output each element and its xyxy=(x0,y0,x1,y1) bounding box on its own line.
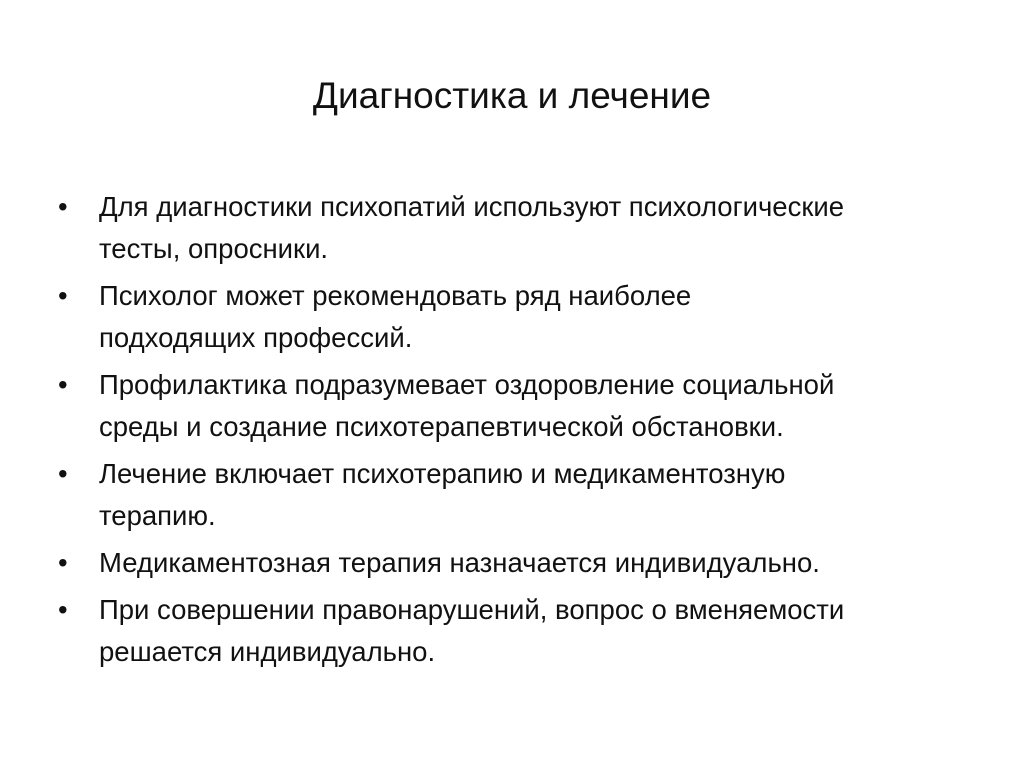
bullet-dot-icon: • xyxy=(58,191,68,222)
bullet-dot-icon: • xyxy=(58,280,68,311)
bullet-dot-icon: • xyxy=(58,547,68,578)
bullet-list xyxy=(58,186,958,678)
bullet-text-line: решается индивидуально. xyxy=(99,636,436,667)
bullet-item xyxy=(58,589,958,673)
bullet-dot-icon: • xyxy=(58,594,68,625)
bullet-dot-icon: • xyxy=(58,369,68,400)
bullet-text-line: Профилактика подразумевает оздоровление социальной xyxy=(99,369,835,400)
bullet-text-line: терапию. xyxy=(99,500,216,531)
bullet-dot-icon: • xyxy=(58,458,68,489)
bullet-text-line: Для диагностики психопатий используют психологические xyxy=(99,191,845,222)
slide-title: Диагностика и лечение xyxy=(312,75,712,116)
bullet-item xyxy=(58,275,958,359)
bullet-text-line: При совершении правонарушений, вопрос о вменяемости xyxy=(99,594,845,625)
bullet-text-line: тесты, опросники. xyxy=(99,233,329,264)
bullet-item xyxy=(58,186,958,270)
bullet-text-line: Психолог может рекомендовать ряд наиболее xyxy=(99,280,692,311)
bullet-text-line: среды и создание психотерапевтической обстановки. xyxy=(99,411,784,442)
bullet-item xyxy=(58,364,958,448)
bullet-text-line: Медикаментозная терапия назначается индивидуально. xyxy=(99,547,820,578)
bullet-text-line: подходящих профессий. xyxy=(99,322,413,353)
bullet-text-line: Лечение включает психотерапию и медикаментозную xyxy=(99,458,786,489)
bullet-item xyxy=(58,453,958,537)
bullet-item xyxy=(58,542,958,584)
